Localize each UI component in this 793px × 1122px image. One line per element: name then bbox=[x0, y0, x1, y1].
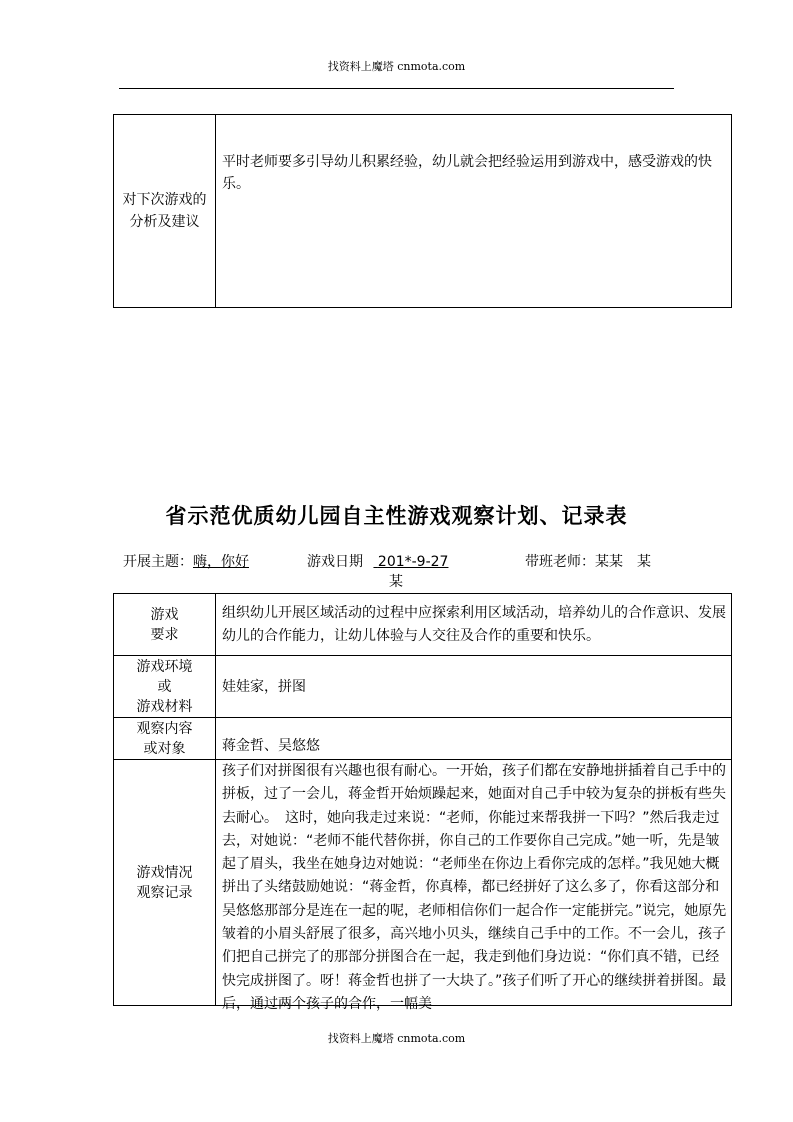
table-row bbox=[114, 760, 732, 1006]
date-value: 201*-9-27 bbox=[377, 554, 449, 570]
teacher-value: 某某 某 bbox=[595, 554, 651, 570]
target-label: 观察内容 或对象 bbox=[114, 718, 216, 760]
theme-field bbox=[123, 551, 249, 573]
theme-label: 开展主题： bbox=[123, 554, 193, 570]
target-content: 蒋金哲、吴悠悠 bbox=[216, 718, 732, 760]
teacher-value-continued: 某 bbox=[389, 574, 403, 590]
header-divider bbox=[119, 88, 674, 89]
requirement-label: 游戏 要求 bbox=[114, 594, 216, 656]
table-row bbox=[114, 115, 732, 308]
date-label: 游戏日期 bbox=[307, 554, 363, 570]
record-content: 孩子们对拼图很有兴趣也很有耐心。一开始，孩子们都在安静地拼插着自己手中的拼板，过了一会儿，蒋金哲开始烦躁起来，她面对自己手中较为复杂的拼板有些失去耐心。 这时，她向我走过来说：“老师，你能过来帮我拼一下吗？”然后我走过去，对她说：“老师不能代替你拼，你自己的工作要你自己完成。”她一听，先是皱起了眉头，我坐在她身边对她说：“老师坐在你边上看你完成的怎样。”我见她大概拼出了头绪鼓励她说：“蒋金哲，你真棒，都已经拼好了这么多了，你看这部分和吴悠悠那部分是连在一起的呢，老师相信你们一起合作一定能拼完。”说完，她原先皱着的小眉头舒展了很多，高兴地小贝头，继续自己手中的工作。不一会儿，孩子们把自己拼完了的那部分拼图合在一起，我走到他们身边说：“你们真不错，已经快完成拼图了。呀！蒋金哲也拼了一大块了。”孩子们听了开心的继续拼着拼图。最后，通过两个孩子的合作，一幅美 bbox=[222, 763, 727, 1012]
analysis-label: 对下次游戏的分析及建议 bbox=[114, 115, 216, 308]
record-label: 游戏情况 观察记录 bbox=[114, 760, 216, 1006]
teacher-label: 带班老师： bbox=[525, 554, 595, 570]
date-field bbox=[307, 551, 461, 573]
table-row bbox=[114, 656, 732, 718]
theme-value: 嗨，你好 bbox=[193, 554, 249, 570]
table-row bbox=[114, 718, 732, 760]
record-cell bbox=[216, 760, 732, 1012]
table-row bbox=[114, 594, 732, 656]
materials-content: 娃娃家，拼图 bbox=[216, 656, 732, 718]
materials-label: 游戏环境 或 游戏材料 bbox=[114, 656, 216, 718]
analysis-content: 平时老师要多引导幼儿积累经验，幼儿就会把经验运用到游戏中，感受游戏的快乐。 bbox=[216, 115, 732, 308]
observation-table bbox=[113, 593, 732, 1012]
analysis-table bbox=[113, 114, 732, 308]
page-header: 找资料上魔塔 cnmota.com bbox=[327, 60, 466, 73]
page-title: 省示范优质幼儿园自主性游戏观察计划、记录表 bbox=[165, 503, 628, 528]
teacher-field bbox=[525, 551, 651, 573]
requirement-content: 组织幼儿开展区域活动的过程中应探索利用区域活动，培养幼儿的合作意识、发展幼儿的合作能力，让幼儿体验与人交往及合作的重要和快乐。 bbox=[216, 594, 732, 656]
page-footer: 找资料上魔塔 cnmota.com bbox=[327, 1032, 466, 1045]
